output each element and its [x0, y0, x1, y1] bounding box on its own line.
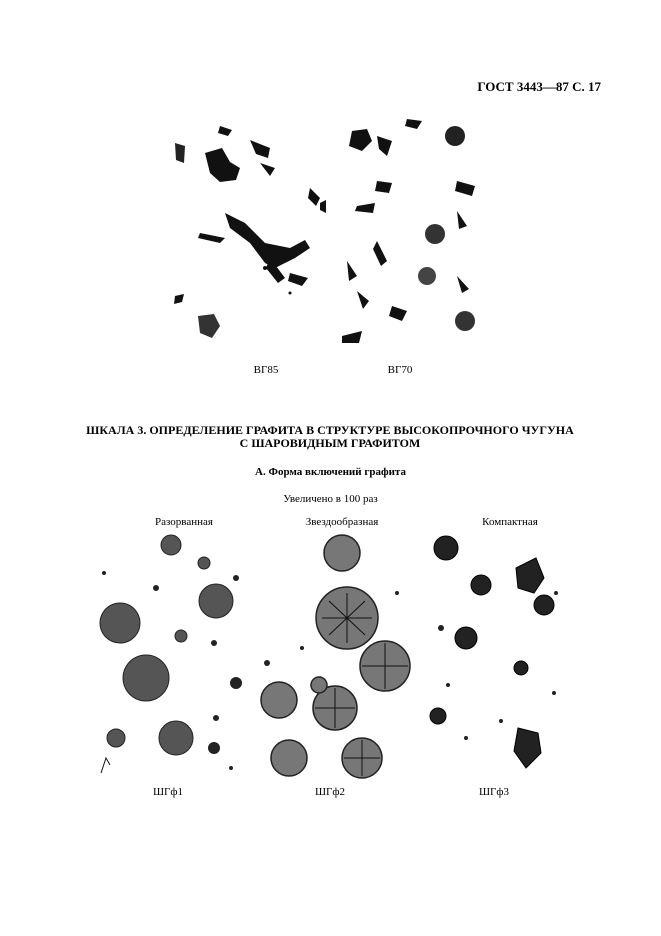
section-heading: А. Форма включений графита	[255, 466, 406, 478]
form-label-2: Звездообразная	[305, 516, 379, 528]
caption-shgf2: ШГф2	[314, 786, 346, 798]
caption-vg70: ВГ70	[387, 364, 413, 376]
caption-shgf3: ШГф3	[478, 786, 510, 798]
caption-shgf1: ШГф1	[152, 786, 184, 798]
page-header: ГОСТ 3443—87 С. 17	[477, 79, 601, 94]
form-label-1: Разорванная	[155, 516, 213, 528]
scale-title-line-1: ШКАЛА 3. ОПРЕДЕЛЕНИЕ ГРАФИТА В СТРУКТУРЕ ВЫСОКОПРОЧНОГО ЧУГУНА	[86, 423, 574, 437]
micrograph-vg85	[170, 118, 326, 350]
scale-title	[80, 424, 580, 450]
micrograph-shgf3	[426, 533, 566, 781]
micrograph-shgf1	[96, 533, 242, 781]
scale-title-line-2: С ШАРОВИДНЫМ ГРАФИТОМ	[239, 436, 421, 450]
caption-vg85: ВГ85	[253, 364, 279, 376]
micrograph-shgf2	[257, 533, 412, 781]
micrograph-vg70	[337, 111, 486, 347]
form-label-3: Компактная	[482, 516, 538, 528]
magnification-note: Увеличено в 100 раз	[283, 493, 378, 505]
